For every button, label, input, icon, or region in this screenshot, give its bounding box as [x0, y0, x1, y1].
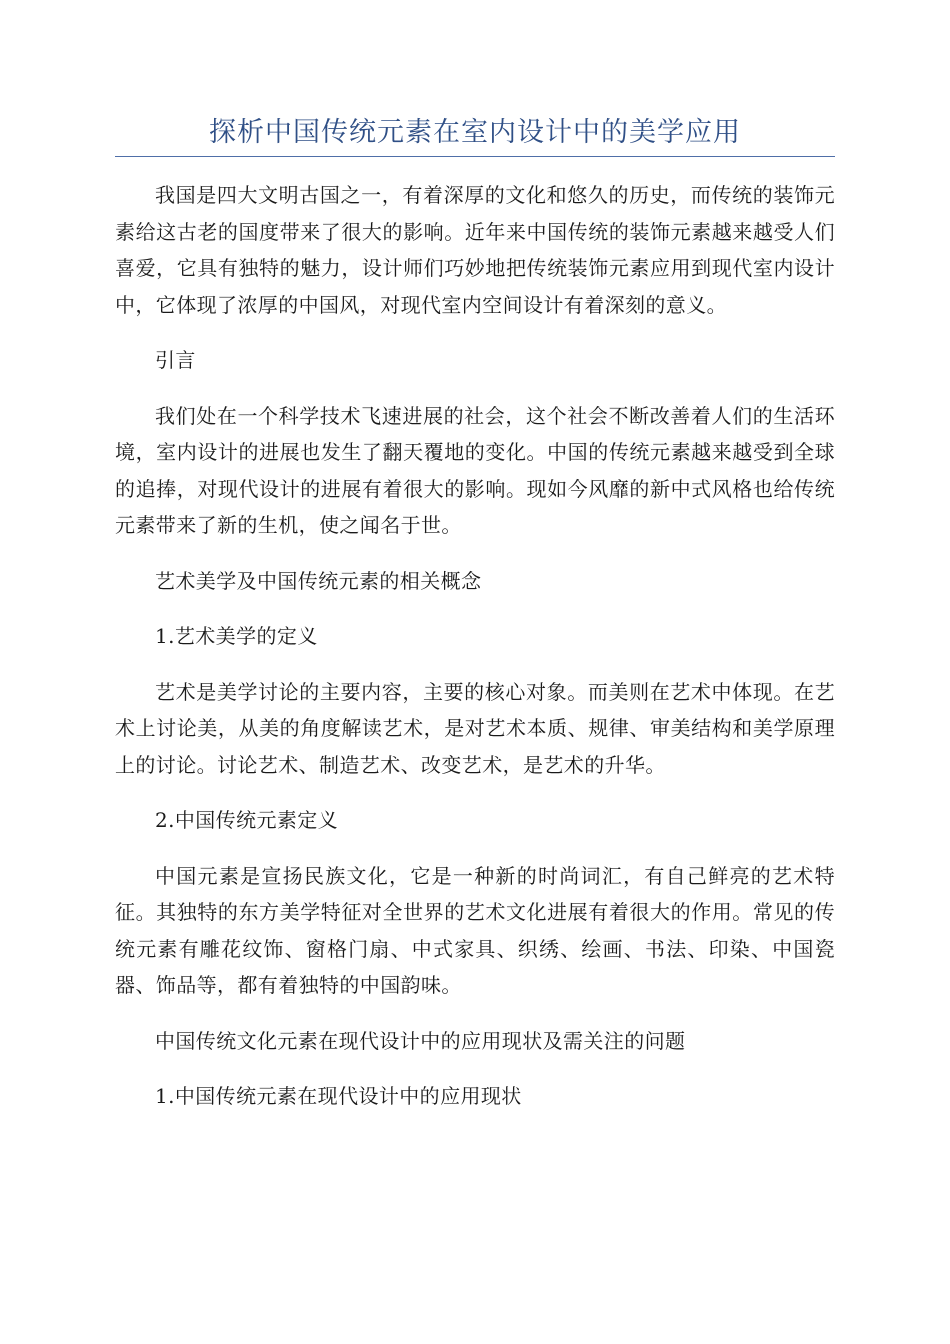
section-heading-preface: 引言	[155, 348, 196, 372]
paragraph-intro: 我国是四大文明古国之一，有着深厚的文化和悠久的历史，而传统的装饰元素给这古老的国度带来了很大的影响。近年来中国传统的装饰元素越来越受人们喜爱，它具有独特的魅力，设计师们巧妙地把传统装饰元素应用到现代室内设计中，它体现了浓厚的中国风，对现代室内空间设计有着深刻的意义。	[115, 183, 835, 317]
document-page	[115, 0, 835, 1134]
paragraph-art-aesthetics: 艺术是美学讨论的主要内容，主要的核心对象。而美则在艺术中体现。在艺术上讨论美，从美的角度解读艺术，是对艺术本质、规律、审美结构和美学原理上的讨论。讨论艺术、制造艺术、改变艺术，是艺术的升华。	[115, 679, 835, 777]
paragraph-preface: 我们处在一个科学技术飞速进展的社会，这个社会不断改善着人们的生活环境，室内设计的进展也发生了翻天覆地的变化。中国的传统元素越来越受到全球的追捧，对现代设计的进展有着很大的影响。现如今风靡的新中式风格也给传统元素带来了新的生机，使之闻名于世。	[115, 403, 835, 537]
section-heading-concepts: 艺术美学及中国传统元素的相关概念	[155, 568, 482, 593]
document-body	[115, 177, 835, 1115]
document-title: 探析中国传统元素在室内设计中的美学应用	[209, 117, 741, 148]
section-heading-application: 中国传统文化元素在现代设计中的应用现状及需关注的问题	[155, 1028, 686, 1053]
paragraph-traditional-elements: 中国元素是宣扬民族文化，它是一种新的时尚词汇，有自己鲜亮的艺术特征。其独特的东方美学特征对全世界的艺术文化进展有着很大的作用。常见的传统元素有雕花纹饰、窗格门扇、中式家具、织绣、绘画、书法、印染、中国瓷器、饰品等，都有着独特的中国韵味。	[115, 863, 835, 997]
subheading-art-aesthetics: 1.艺术美学的定义	[155, 624, 318, 648]
subheading-application-status: 1.中国传统元素在现代设计中的应用现状	[155, 1084, 522, 1108]
title-block	[115, 114, 835, 157]
subheading-traditional-elements: 2.中国传统元素定义	[155, 808, 339, 832]
